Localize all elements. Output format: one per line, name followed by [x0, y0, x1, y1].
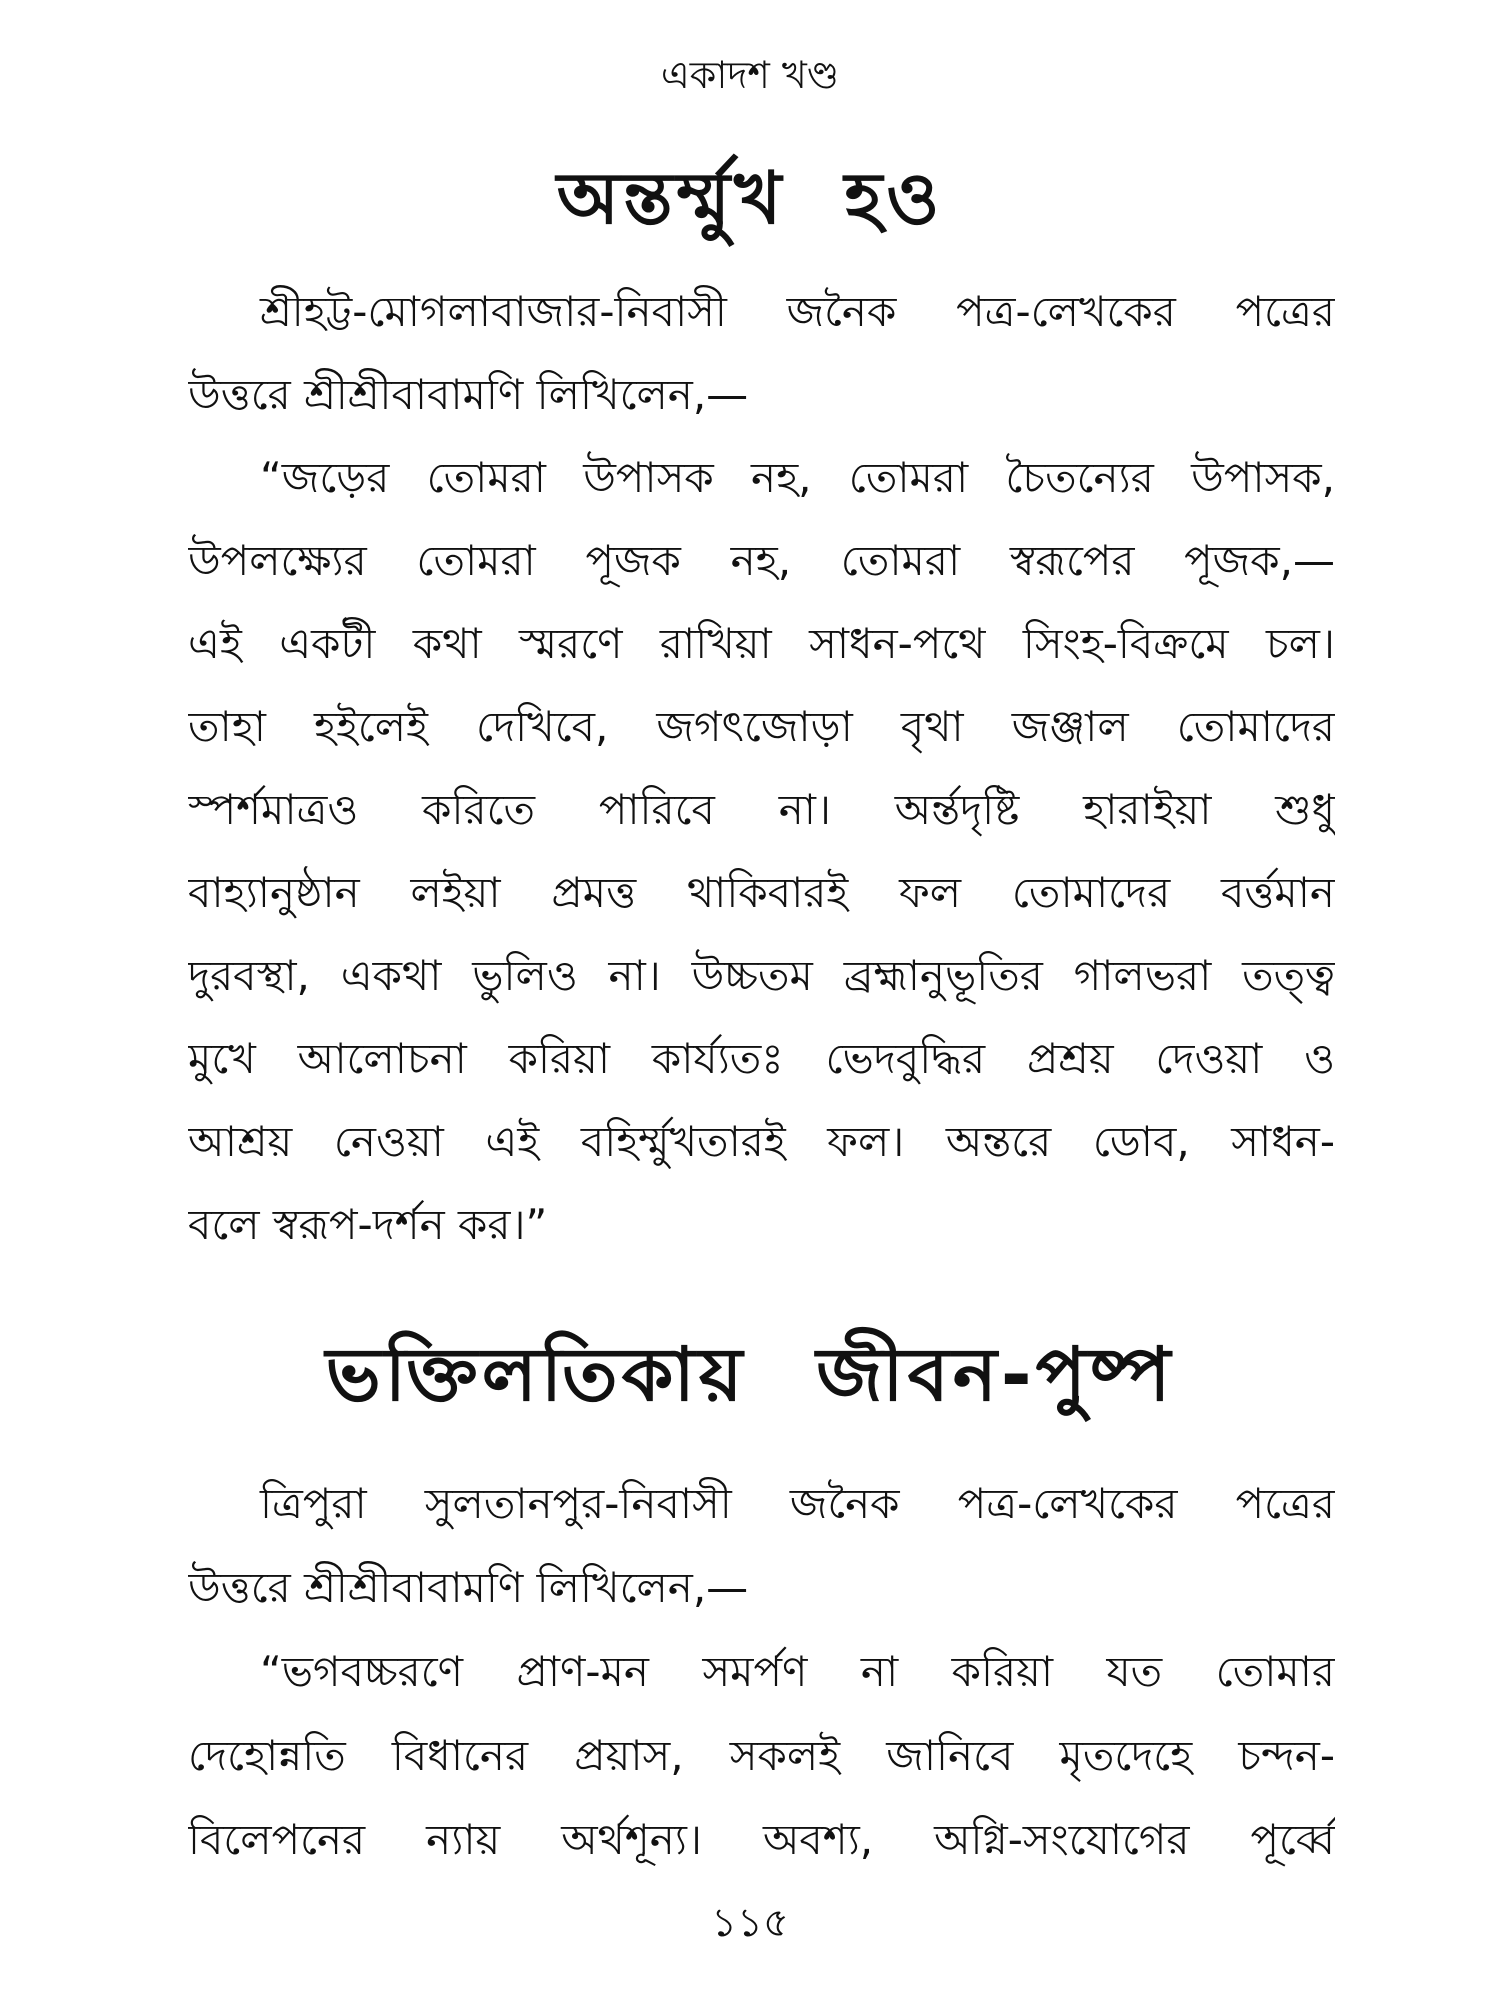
text-line: শ্রীহট্ট-মোগলাবাজার-নিবাসী জনৈক পত্র-লেখকের পত্রের [260, 287, 1335, 336]
text-line: এই একটী কথা স্মরণে রাখিয়া সাধন-পথে সিংহ-বিক্রমে চল। [188, 619, 1335, 668]
text-line: উত্তরে শ্রীশ্রীবাবামণি লিখিলেন,— [188, 1563, 749, 1612]
text-line: মুখে আলোচনা করিয়া কার্য্যতঃ ভেদবুদ্ধির প্রশ্রয় দেওয়া ও [188, 1034, 1335, 1083]
page-number: ১১৫ [711, 1900, 789, 1946]
text-line: দেহোন্নতি বিধানের প্রয়াস, সকলই জানিবে মৃতদেহে চন্দন- [188, 1731, 1335, 1780]
text-line: বাহ্যানুষ্ঠান লইয়া প্রমত্ত থাকিবারই ফল তোমাদের বর্ত্তমান [188, 868, 1335, 917]
text-line: উপলক্ষ্যের তোমরা পূজক নহ, তোমরা স্বরূপের পূজক,— [188, 536, 1335, 585]
text-line: “জড়ের তোমরা উপাসক নহ, তোমরা চৈতন্যের উপাসক, [260, 453, 1335, 502]
section-heading-bhaktilatika: ভক্তিলতিকায় জীবন-পুষ্প [325, 1332, 1175, 1418]
text-line: আশ্রয় নেওয়া এই বহির্ম্মুখতারই ফল। অন্তরে ডোব, সাধন- [188, 1117, 1335, 1166]
text-line: তাহা হইলেই দেখিবে, জগৎজোড়া বৃথা জঞ্জাল তোমাদের [188, 702, 1335, 751]
section-body-bhaktilatika [188, 1462, 1335, 1882]
text-line: বিলেপনের ন্যায় অর্থশূন্য। অবশ্য, অগ্নি-সংযোগের পূর্ব্বে [188, 1815, 1335, 1864]
section-heading-antarmukh: অন্তর্ম্মুখ হও [556, 156, 944, 240]
text-line: “ভগবচ্চরণে প্রাণ-মন সমর্পণ না করিয়া যত তোমার [260, 1647, 1335, 1696]
text-line: ত্রিপুরা সুলতানপুর-নিবাসী জনৈক পত্র-লেখকের পত্রের [260, 1479, 1335, 1528]
text-line: স্পর্শমাত্রও করিতে পারিবে না। অর্ন্তদৃষ্টি হারাইয়া শুধু [188, 785, 1335, 834]
text-line: বলে স্বরূপ-দর্শন কর।” [188, 1200, 548, 1249]
section-body-antarmukh [188, 270, 1335, 1266]
text-line: উত্তরে শ্রীশ্রীবাবামণি লিখিলেন,— [188, 370, 749, 419]
text-line: দুরবস্থা, একথা ভুলিও না। উচ্চতম ব্রহ্মানুভূতির গালভরা তত্ত্ব [188, 951, 1335, 1000]
running-head: একাদশ খণ্ড [660, 53, 840, 97]
